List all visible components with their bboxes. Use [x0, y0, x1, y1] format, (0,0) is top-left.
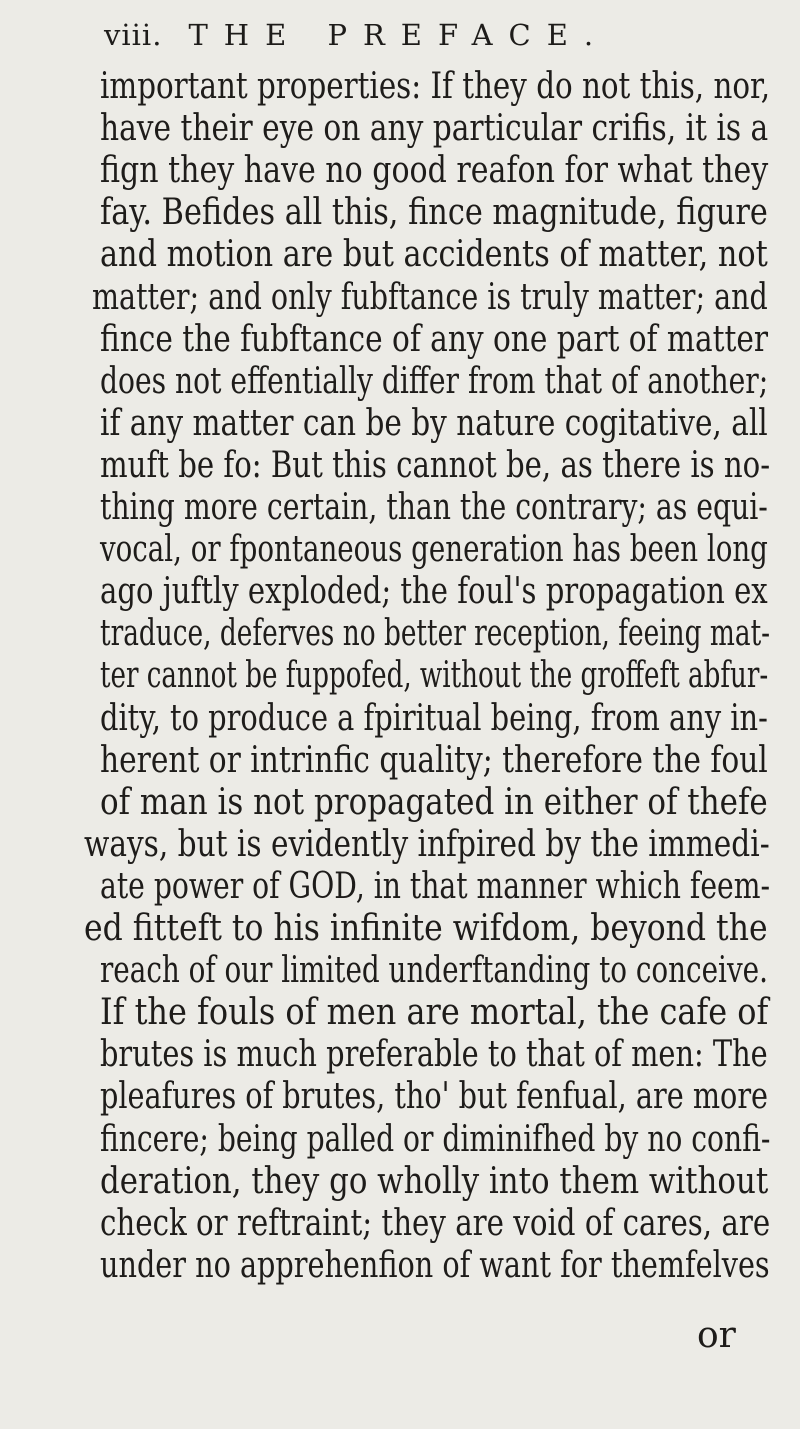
- text-line: under no apprehenfion of want for themfelves: [100, 1244, 770, 1286]
- text-line: fay. Befides all this, fince magnitude, figure: [100, 192, 768, 234]
- text-line: ways, but is evidently infpired by the immedi-: [84, 823, 770, 865]
- text-line: thing more certain, than the contrary; as equi-: [100, 487, 768, 528]
- text-line: have their eye on any particular crifis, it is a: [100, 108, 769, 150]
- text-line: ate power of GOD, in that manner which feem-: [100, 865, 770, 907]
- text-line: herent or intrinfic quality; therefore the foul: [100, 739, 768, 781]
- text-line: check or reftraint; they are void of cares, are: [100, 1202, 771, 1244]
- text-line: matter; and only fubftance is truly matter; and: [92, 276, 768, 318]
- page-number: viii.: [104, 18, 163, 52]
- text-line: deration, they go wholly into them without: [100, 1160, 769, 1202]
- text-line: if any matter can be by nature cogitative, all: [100, 402, 768, 444]
- text-line: vocal, or fpontaneous generation has been long: [100, 529, 768, 571]
- text-line: pleafures of brutes, tho' but fenfual, are more: [100, 1076, 769, 1118]
- text-line: ter cannot be fuppofed, without the groffeft abfur-: [100, 655, 769, 697]
- text-line: important properties: If they do not this, nor,: [100, 66, 771, 107]
- text-line: dity, to produce a fpiritual being, from any in-: [100, 697, 768, 739]
- text-line: reach of our limited underftanding to conceive.: [100, 950, 768, 992]
- text-line: brutes is much preferable to that of men: The: [100, 1034, 768, 1076]
- text-line: If the fouls of men are mortal, the cafe of: [100, 992, 769, 1034]
- catchword: or: [697, 1315, 736, 1356]
- text-line: traduce, deferves no better reception, feeing mat-: [100, 613, 771, 655]
- running-title: THE PREFACE.: [188, 18, 610, 52]
- text-line: ago juftly exploded; the foul's propagation ex: [100, 571, 768, 613]
- text-line: ed fitteft to his infinite wifdom, beyond the: [84, 908, 768, 949]
- text-line: does not effentially differ from that of another;: [100, 360, 769, 402]
- text-line: and motion are but accidents of matter, not: [100, 234, 768, 276]
- text-line: fign they have no good reafon for what they: [100, 150, 769, 192]
- text-line: muft be fo: But this cannot be, as there is no-: [100, 444, 771, 486]
- text-line: of man is not propagated in either of thefe: [100, 781, 768, 823]
- text-line: fince the fubftance of any one part of matter: [100, 318, 769, 360]
- text-line: fincere; being palled or diminifhed by no confi-: [100, 1118, 771, 1160]
